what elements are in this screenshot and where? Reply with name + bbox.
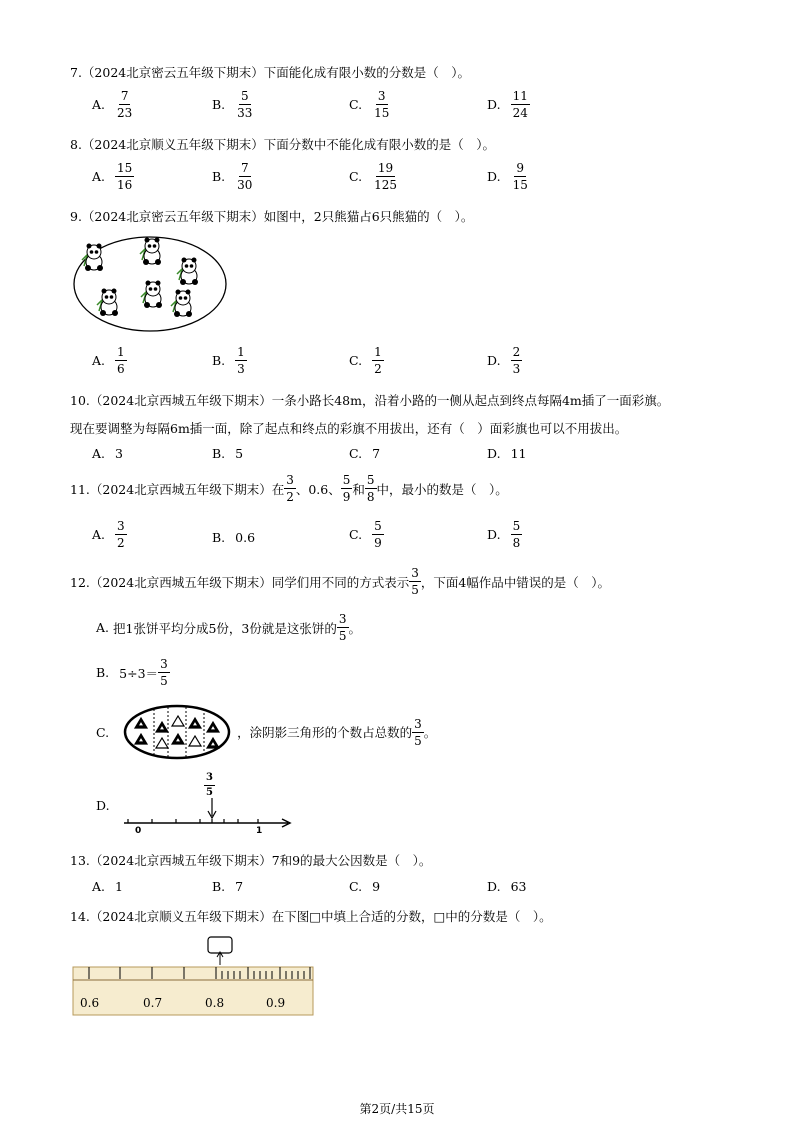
q10-option-d[interactable]	[487, 446, 526, 461]
option-label: C.	[349, 527, 363, 542]
q8-option-b[interactable]	[212, 162, 254, 191]
fraction: $\frac{3}{5}$	[160, 657, 168, 688]
fraction: $\frac{3}{2}$	[286, 473, 294, 504]
q8-option-a[interactable]	[92, 162, 134, 191]
answer-box	[208, 937, 232, 953]
q13-option-c[interactable]	[349, 879, 380, 894]
option-text: 把1张饼平均分成5份，3份就是这张饼的	[113, 620, 337, 636]
q7-stem: 7.（2024北京密云五年级下期末）下面能化成有限小数的分数是（ ）。	[70, 65, 470, 80]
number-line-tick-1: 1	[256, 826, 263, 836]
fraction: $\frac{1}{3}$	[237, 345, 245, 376]
option-label: B.	[212, 529, 226, 545]
option-label: D.	[487, 446, 501, 461]
ruler-label-3: 0.9	[266, 996, 286, 1010]
q8-option-c[interactable]	[349, 162, 399, 191]
fraction: $\frac{7}{23}$	[117, 89, 133, 120]
option-label: D.	[487, 169, 501, 184]
fraction: $\frac{19}{125}$	[374, 161, 397, 192]
option-label: B.	[212, 169, 226, 184]
option-text: 7	[372, 446, 381, 461]
q11-and: 和	[352, 481, 365, 497]
option-label: D.	[487, 97, 501, 112]
fraction: $\frac{9}{15}$	[512, 161, 528, 192]
option-label: D.	[487, 527, 501, 542]
fraction: $\frac{3}{15}$	[374, 89, 390, 120]
q9-option-c[interactable]	[349, 346, 384, 375]
q10-option-b[interactable]	[212, 446, 243, 461]
fraction: $\frac{3}{5}$	[411, 566, 419, 597]
q7-option-a[interactable]	[92, 90, 134, 119]
q12-option-c[interactable]	[96, 702, 436, 762]
q13-option-d[interactable]	[487, 879, 526, 894]
q11-stem	[70, 474, 508, 503]
fraction: $\frac{15}{16}$	[117, 161, 133, 192]
q10-stem-line2: 现在要调整为每隔6m插一面，除了起点和终点的彩旗不用拔出，还有（ ）面彩旗也可以不用拔出。	[70, 421, 628, 436]
option-label: C.	[349, 169, 363, 184]
fraction: $\frac{7}{30}$	[237, 161, 253, 192]
option-label: D.	[487, 879, 501, 894]
ruler-label-0: 0.6	[80, 996, 100, 1010]
option-text: 9	[372, 879, 381, 894]
panda-icon	[82, 244, 103, 272]
option-label: C.	[96, 724, 110, 740]
number-line-marker: $\frac{3}{5}$	[206, 772, 213, 798]
q10-option-c[interactable]	[349, 446, 380, 461]
panda-icon	[140, 238, 161, 266]
q11-prefix: 11.（2024北京西城五年级下期末）在	[70, 481, 285, 497]
q13-option-a[interactable]	[92, 879, 123, 894]
q13-stem: 13.（2024北京西城五年级下期末）7和9的最大公因数是（ ）。	[70, 853, 432, 868]
option-label: A.	[92, 169, 106, 184]
fraction: $\frac{2}{3}$	[512, 345, 521, 376]
q7-option-d[interactable]	[487, 90, 530, 119]
q11-option-d[interactable]	[487, 520, 522, 549]
fraction: $\frac{3}{2}$	[117, 519, 125, 550]
q13-option-b[interactable]	[212, 879, 243, 894]
q7-option-c[interactable]	[349, 90, 391, 119]
number-line-tick-0: 0	[135, 826, 142, 836]
q11-option-a[interactable]	[92, 520, 127, 549]
q14-stem: 14.（2024北京顺义五年级下期末）在下图□中填上合适的分数，□中的分数是（ ）。	[70, 909, 552, 924]
q8-stem: 8.（2024北京顺义五年级下期末）下面分数中不能化成有限小数的是（ ）。	[70, 137, 495, 152]
option-text: 5	[235, 446, 244, 461]
ruler-label-2: 0.8	[205, 996, 225, 1010]
q12-option-b[interactable]	[96, 658, 170, 687]
q11-option-c[interactable]	[349, 520, 384, 549]
option-label: D.	[487, 353, 501, 368]
option-label: B.	[212, 97, 226, 112]
option-end: 。	[348, 620, 362, 636]
q9-option-a[interactable]	[92, 346, 127, 375]
triangle-ellipse-figure	[123, 704, 231, 760]
option-text: 1	[115, 879, 123, 894]
option-label: A.	[92, 353, 106, 368]
q7-option-b[interactable]	[212, 90, 254, 119]
option-label: A.	[92, 97, 106, 112]
q9-stem: 9.（2024北京密云五年级下期末）如图中，2只熊猫占6只熊猫的（ ）。	[70, 209, 474, 224]
option-label: B.	[212, 446, 226, 461]
q12-prefix: 12.（2024北京西城五年级下期末）同学们用不同的方式表示	[70, 574, 410, 590]
panda-icon	[141, 281, 162, 309]
fraction: $\frac{5}{9}$	[374, 519, 382, 550]
q9-option-b[interactable]	[212, 346, 247, 375]
option-label: B.	[212, 879, 226, 894]
q12-suffix: ，下面4幅作品中错误的是（ ）。	[420, 574, 611, 590]
option-text: 3	[115, 446, 123, 461]
option-text: 0.6	[235, 529, 256, 545]
page-footer: 第2页/共15页	[359, 1102, 435, 1116]
fraction: $\frac{1}{2}$	[374, 345, 382, 376]
ruler-label-1: 0.7	[143, 996, 163, 1010]
fraction: $\frac{3}{5}$	[338, 612, 347, 643]
q11-suffix: 中，最小的数是（ ）。	[376, 481, 508, 497]
option-text: 7	[235, 879, 244, 894]
option-text: 11	[510, 446, 527, 461]
option-label: A.	[96, 620, 110, 635]
panda-picture	[72, 234, 228, 334]
option-label: C.	[349, 97, 363, 112]
fraction: $\frac{5}{8}$	[366, 473, 375, 504]
q12-option-a[interactable]	[96, 613, 361, 642]
fraction: $\frac{5}{9}$	[342, 473, 351, 504]
fraction: $\frac{3}{5}$	[414, 716, 422, 748]
panda-icon	[171, 290, 192, 318]
option-label: C.	[349, 446, 363, 461]
q12-stem	[70, 567, 610, 596]
q11-option-b[interactable]	[212, 520, 255, 554]
panda-icon	[97, 289, 118, 317]
option-label: A.	[92, 527, 106, 542]
option-end: 。	[423, 725, 437, 740]
number-line	[120, 796, 295, 836]
q9-option-d[interactable]	[487, 346, 522, 375]
fraction: $\frac{5}{8}$	[512, 519, 521, 550]
q11-sep: 、0.6、	[295, 481, 341, 497]
option-label: B.	[96, 665, 110, 680]
option-label: A.	[92, 879, 106, 894]
q10-option-a[interactable]	[92, 446, 123, 461]
option-label: C.	[349, 879, 363, 894]
option-text: 63	[510, 879, 527, 894]
q12-option-d-label[interactable]: D.	[96, 798, 110, 813]
option-label: B.	[212, 353, 226, 368]
option-label: C.	[349, 353, 363, 368]
q8-option-d[interactable]	[487, 162, 530, 191]
q10-stem-line1: 10.（2024北京西城五年级下期末）一条小路长48m，沿着小路的一侧从起点到终点每隔4m插了一面彩旗。	[70, 393, 670, 408]
option-text: 5÷3＝	[119, 665, 159, 681]
panda-icon	[177, 258, 198, 286]
fraction: $\frac{1}{6}$	[117, 345, 125, 376]
option-text: ，涂阴影三角形的个数占总数的	[237, 725, 413, 740]
fraction: $\frac{5}{33}$	[237, 89, 253, 120]
fraction: $\frac{11}{24}$	[512, 89, 528, 120]
option-label: A.	[92, 446, 106, 461]
